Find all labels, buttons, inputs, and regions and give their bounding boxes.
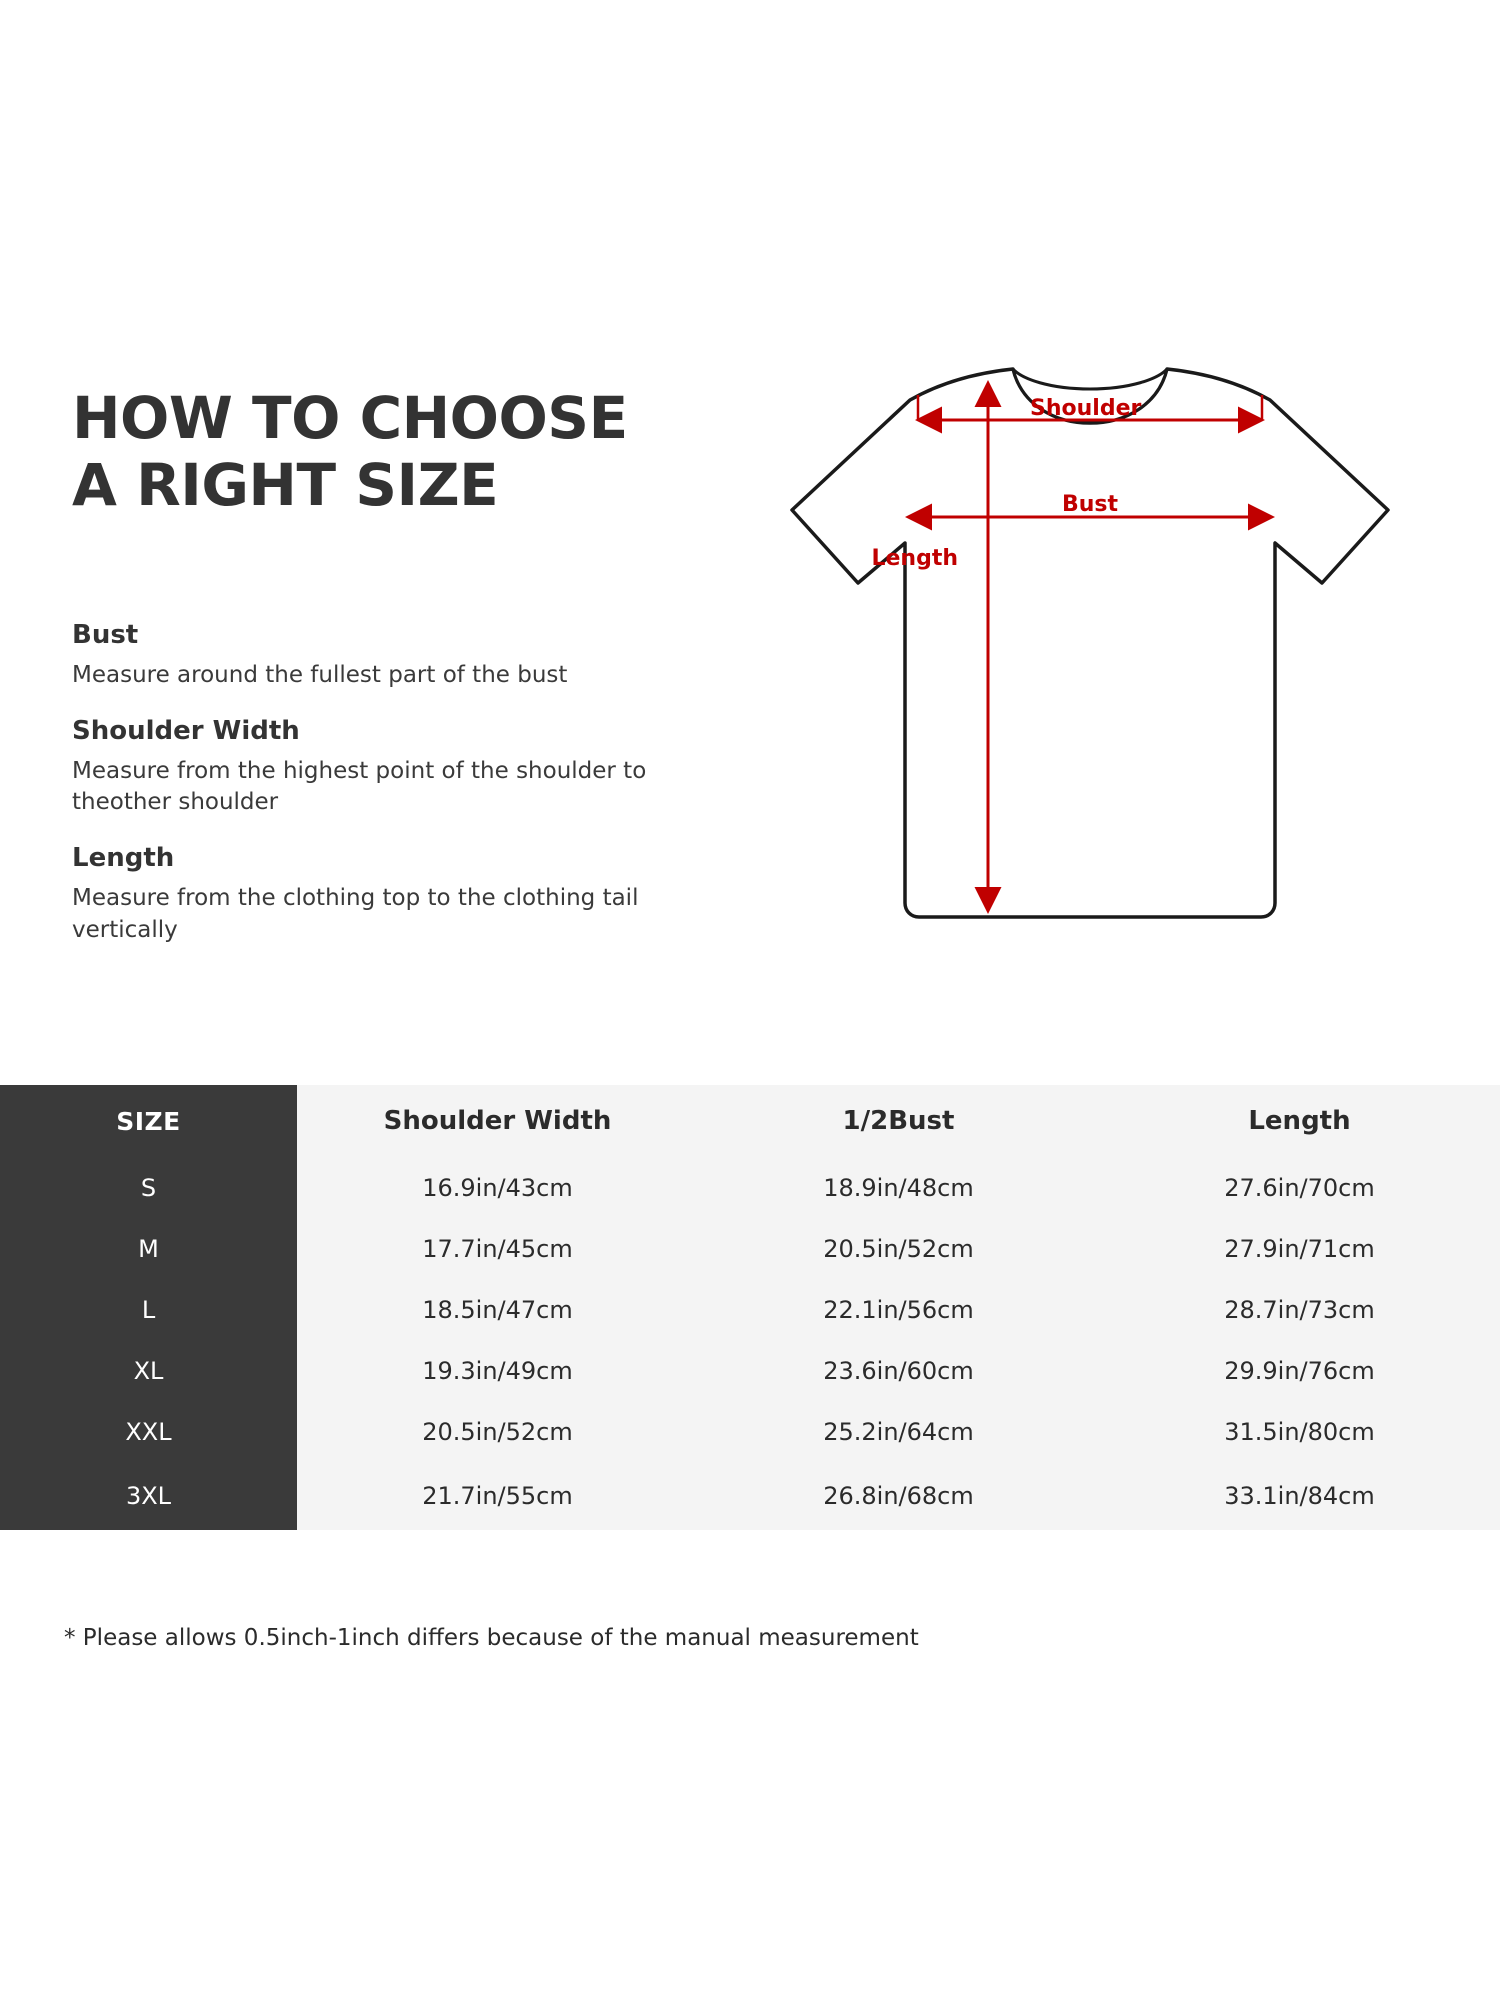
- cell-half-bust: 23.6in/60cm: [698, 1340, 1099, 1401]
- page-title-line2: A RIGHT SIZE: [72, 451, 499, 520]
- definition-bust: [72, 620, 672, 692]
- cell-length: 31.5in/80cm: [1099, 1401, 1500, 1462]
- definition-length-body: Measure from the clothing top to the clothing tail vertically: [72, 885, 639, 943]
- bust-label: Bust: [1062, 492, 1119, 517]
- footnote: * Please allows 0.5inch-1inch differs because of the manual measurement: [64, 1625, 919, 1651]
- definition-shoulder-width: [72, 716, 672, 819]
- cell-size: XL: [0, 1340, 297, 1401]
- column-header-size: SIZE: [0, 1085, 297, 1157]
- tshirt-outline: [792, 369, 1388, 917]
- table-body: [0, 1157, 1500, 1530]
- cell-length: 28.7in/73cm: [1099, 1279, 1500, 1340]
- cell-shoulder-width: 16.9in/43cm: [297, 1157, 698, 1218]
- page-title-line1: HOW TO CHOOSE: [72, 384, 628, 452]
- table-row: [0, 1401, 1500, 1462]
- table-header-row: [0, 1085, 1500, 1157]
- column-header-shoulder-width: Shoulder Width: [297, 1085, 698, 1157]
- size-chart-table: [0, 1085, 1500, 1530]
- page-title: [72, 385, 692, 520]
- shoulder-label: Shoulder: [1030, 396, 1142, 421]
- table-row: [0, 1157, 1500, 1218]
- cell-size: 3XL: [0, 1462, 297, 1530]
- column-header-half-bust: 1/2Bust: [698, 1085, 1099, 1157]
- table-row: [0, 1340, 1500, 1401]
- definition-shoulder-width-body: Measure from the highest point of the shoulder to theother shoulder: [72, 757, 647, 816]
- column-header-length: Length: [1099, 1085, 1500, 1157]
- cell-length: 27.6in/70cm: [1099, 1157, 1500, 1218]
- definition-shoulder-width-title: Shoulder Width: [72, 715, 300, 746]
- cell-length: 27.9in/71cm: [1099, 1218, 1500, 1279]
- cell-half-bust: 20.5in/52cm: [698, 1218, 1099, 1279]
- definition-length: [72, 843, 672, 946]
- cell-size: L: [0, 1279, 297, 1340]
- measurement-definitions: [72, 620, 672, 971]
- cell-size: S: [0, 1157, 297, 1218]
- cell-shoulder-width: 17.7in/45cm: [297, 1218, 698, 1279]
- cell-size: XXL: [0, 1401, 297, 1462]
- cell-shoulder-width: 18.5in/47cm: [297, 1279, 698, 1340]
- cell-shoulder-width: 20.5in/52cm: [297, 1401, 698, 1462]
- cell-half-bust: 26.8in/68cm: [698, 1462, 1099, 1530]
- table-row: [0, 1218, 1500, 1279]
- definition-bust-title: Bust: [72, 620, 139, 650]
- definition-bust-body: Measure around the fullest part of the bust: [72, 662, 568, 688]
- length-label: Length: [871, 546, 958, 571]
- cell-length: 29.9in/76cm: [1099, 1340, 1500, 1401]
- cell-half-bust: 18.9in/48cm: [698, 1157, 1099, 1218]
- definition-length-title: Length: [72, 843, 175, 874]
- cell-half-bust: 25.2in/64cm: [698, 1401, 1099, 1462]
- table-row: [0, 1462, 1500, 1530]
- cell-length: 33.1in/84cm: [1099, 1462, 1500, 1530]
- cell-shoulder-width: 21.7in/55cm: [297, 1462, 698, 1530]
- table-header: [0, 1085, 1500, 1157]
- cell-half-bust: 22.1in/56cm: [698, 1279, 1099, 1340]
- cell-size: M: [0, 1218, 297, 1279]
- cell-shoulder-width: 19.3in/49cm: [297, 1340, 698, 1401]
- tshirt-diagram: [770, 365, 1410, 1025]
- table-row: [0, 1279, 1500, 1340]
